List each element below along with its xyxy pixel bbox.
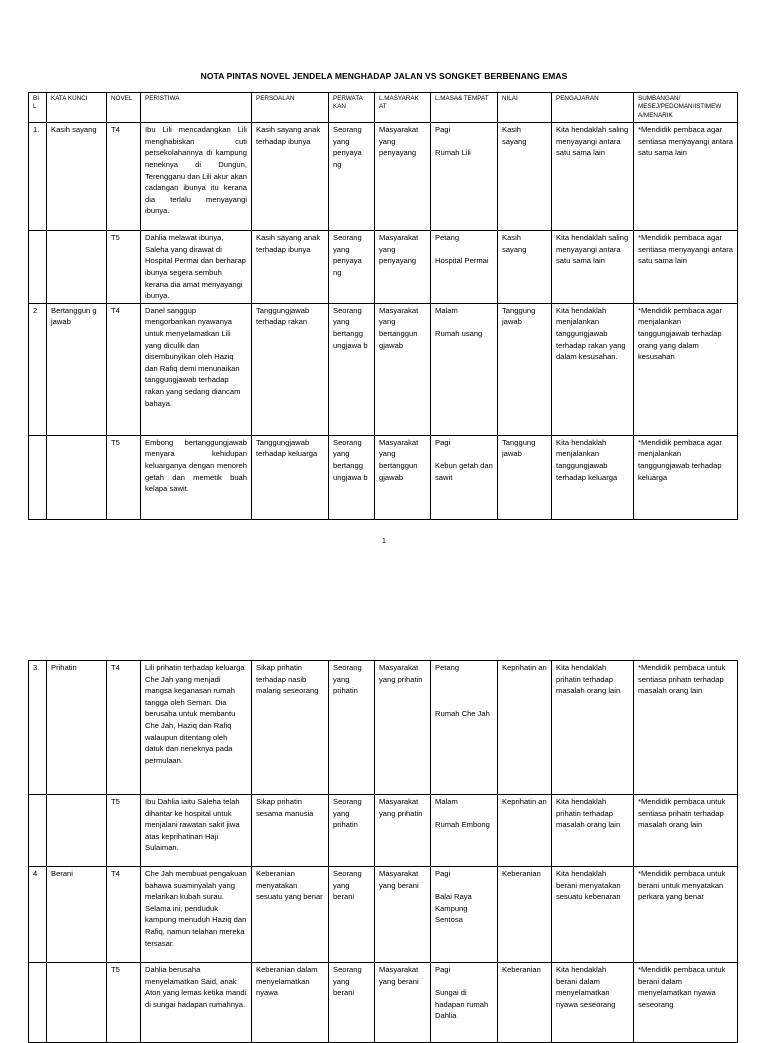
tempat-text: Rumah Embong [435,820,490,830]
novel-cell: T5 [107,963,141,1043]
header-cell: KATA KUNCI [47,93,107,123]
bil-cell [29,231,47,304]
bil-cell: 2 [29,303,47,435]
kata-kunci-cell [47,963,107,1043]
tempat-text: Kebun getah dan sawit [435,460,493,482]
masa-text: Pagi [435,125,451,135]
persoalan-cell: Keberanian dalam menyelamatkan nyawa [252,963,329,1043]
masa-tempat-cell [431,303,498,435]
nilai-cell: Tanggung jawab [498,435,552,519]
masyarakat-cell: Masyarakat yang berani [375,963,431,1043]
sumbangan-cell: *Mendidik pembaca agar menjalankan tanggungjawab terhadap orang yang dalam kesusahan [634,303,738,435]
masyarakat-cell: Masyarakat yang penyayang [375,231,431,304]
header-cell: NILAI [498,93,552,123]
kata-kunci-cell: Berani [47,867,107,963]
peristiwa-cell: Embong bertanggungjawab menyara kehidupan keluarganya dengan menoreh getah dan memetik buah kelapa sawit. [141,435,252,519]
masa-tempat-cell [431,963,498,1043]
masa-tempat-cell [431,661,498,795]
nilai-cell: Keberanian [498,963,552,1043]
peristiwa-cell: Dahlia berusaha menyelamatkan Said, anak Aton yang lemas ketika mandi di sungai hadapan rumahnya. [141,963,252,1043]
header-cell: BIL [29,93,47,123]
persoalan-cell: Sikap prihatin terhadap nasib malang seseorang [252,661,329,795]
page-number: 1 [382,538,386,545]
persoalan-cell: Kasih sayang anak terhadap ibunya [252,123,329,231]
tempat-text: Rumah Lili [435,148,471,158]
table-row [29,661,738,795]
masa-tempat-cell [431,867,498,963]
header-cell: L.MASA& TEMPAT [431,93,498,123]
table-row [29,963,738,1043]
peristiwa-cell: Danel sanggup mengorbankan nyawanya untuk menyelamatkan Lili yang diculik dan disembunyikan oleh Haziq dan Rafiq demi menunaikan tanggungjawab terhadap rakan yang sedang diancam bahaya. [141,303,252,435]
perwatakan-cell: Seorang yang bertangg ungjawa b [329,303,375,435]
sumbangan-cell: *Mendidik pembaca agar menjalankan tanggungjawab terhadap keluarga [634,435,738,519]
sumbangan-cell: *Mendidik pembaca agar sentiasa menyayangi antara satu sama lain [634,231,738,304]
perwatakan-cell: Seorang yang prihatin [329,661,375,795]
tempat-text: Sungai di hadapan rumah Dahlia [435,988,489,1021]
table-header-row [29,93,738,123]
pengajaran-cell: Kita hendaklah prihatin terhadap masalah orang lain [552,661,634,795]
table-row [29,303,738,435]
perwatakan-cell: Seorang yang berani [329,963,375,1043]
pengajaran-cell: Kita hendaklah saling menyayangi antara satu sama lain [552,231,634,304]
persoalan-cell: Tanggungjawab terhadap keluarga [252,435,329,519]
bil-cell [29,963,47,1043]
table-row [29,795,738,867]
masa-text: Malam [435,305,458,315]
kata-kunci-cell [47,435,107,519]
header-cell: PENGAJARAN [552,93,634,123]
bil-cell: 4 [29,867,47,963]
persoalan-cell: Tanggungjawab terhadap rakan [252,303,329,435]
masa-tempat-cell [431,231,498,304]
sumbangan-cell: *Mendidik pembaca untuk berani dalam menyelamatkan nyawa seseorang [634,963,738,1043]
masa-tempat-cell [431,123,498,231]
persoalan-cell: Keberanian menyatakan sesuatu yang benar [252,867,329,963]
kata-kunci-cell [47,795,107,867]
notes-table-page-1 [28,92,738,520]
kata-kunci-cell [47,231,107,304]
peristiwa-cell: Ibu Dahlia iaitu Saleha telah dihantar ke hospital untuk menjalani rawatan sakit jiwa atas keprihatinan Haji Sulaiman. [141,795,252,867]
bil-cell: 3. [29,661,47,795]
masyarakat-cell: Masyarakat yang prihatin [375,795,431,867]
masa-text: Pagi [435,437,451,447]
masa-text: Petang [435,233,460,243]
perwatakan-cell: Seorang yang bertangg ungjawa b [329,435,375,519]
table-row [29,435,738,519]
sumbangan-cell: *Mendidik pembaca untuk sentiasa prihatn terhadap masalah orang lain [634,795,738,867]
kata-kunci-cell: Kasih sayang [47,123,107,231]
pengajaran-cell: Kita hendaklah menjalankan tanggungjawab terhadap keluarga [552,435,634,519]
novel-cell: T5 [107,231,141,304]
peristiwa-cell: Che Jah membuat pengakuan bahawa suaminyalah yang melarikan kubah surau. Selama ini, penduduk kampung menuduh Haziq dan Rafiq, namun telahan mereka tersasar. [141,867,252,963]
masyarakat-cell: Masyarakat yang penyayang [375,123,431,231]
perwatakan-cell: Seorang yang prihatin [329,795,375,867]
pengajaran-cell: Kita hendaklah prihatin terhadap masalah orang lain [552,795,634,867]
sumbangan-cell: *Mendidik pembaca untuk berani untuk menyatakan perkara yang benar [634,867,738,963]
bil-cell [29,435,47,519]
nilai-cell: Keprihatin an [498,795,552,867]
masyarakat-cell: Masyarakat yang bertanggun gjawab [375,435,431,519]
nilai-cell: Kasih sayang [498,231,552,304]
notes-table-page-2 [28,660,738,1043]
nilai-cell: Kasih sayang [498,123,552,231]
document-title: NOTA PINTAS NOVEL JENDELA MENGHADAP JALAN VS SONGKET BERBENANG EMAS [200,71,568,81]
perwatakan-cell: Seorang yang berani [329,867,375,963]
tempat-text: Rumah Che Jah [435,708,490,718]
masa-tempat-cell [431,795,498,867]
peristiwa-cell: Lili prihatin terhadap keluarga Che Jah yang menjadi mangsa keganasan rumah tangga oleh Seman. Dia berusaha untuk membantu Che Jah, Haziq dan Rafiq walaupun ditentang oleh datuk dan neneknya pada permulaan. [141,661,252,795]
novel-cell: T5 [107,795,141,867]
sumbangan-cell: *Mendidik pembaca untuk sentiasa prihatn terhadap masalah orang lain [634,661,738,795]
perwatakan-cell: Seorang yang penyaya ng [329,231,375,304]
masa-text: Pagi [435,869,451,878]
header-cell: NOVEL [107,93,141,123]
masa-text: Petang [435,663,460,672]
bil-cell: 1. [29,123,47,231]
masa-text: Malam [435,797,458,806]
masa-tempat-cell [431,435,498,519]
pengajaran-cell: Kita hendaklah saling menyayangi antara satu sama lain [552,123,634,231]
novel-cell: T5 [107,435,141,519]
masyarakat-cell: Masyarakat yang prihatin [375,661,431,795]
table-row [29,123,738,231]
pengajaran-cell: Kita hendaklah berani menyatakan sesuatu kebenaran [552,867,634,963]
nilai-cell: Keprihatin an [498,661,552,795]
pengajaran-cell: Kita hendaklah berani dalam menyelamatkan nyawa seseorang [552,963,634,1043]
masyarakat-cell: Masyarakat yang bertanggun gjawab [375,303,431,435]
kata-kunci-cell: Prihatin [47,661,107,795]
novel-cell: T4 [107,123,141,231]
novel-cell: T4 [107,867,141,963]
kata-kunci-cell: Bertanggun g jawab [47,303,107,435]
persoalan-cell: Kasih sayang anak terhadap ibunya [252,231,329,304]
novel-cell: T4 [107,661,141,795]
header-cell: L.MASYARAK AT [375,93,431,123]
novel-cell: T4 [107,303,141,435]
sumbangan-cell: *Mendidik pembaca agar sentiasa menyayangi antara satu sama lain [634,123,738,231]
table-row [29,867,738,963]
bil-cell [29,795,47,867]
masa-text: Pagi [435,965,451,974]
peristiwa-cell: Dahlia melawat ibunya, Saleha yang dirawat di Hospital Permai dan berharap ibunya segera sembuh kerana dia amat menyayangi ibunya. [141,231,252,304]
table-row [29,231,738,304]
nilai-cell: Keberanian [498,867,552,963]
nilai-cell: Tanggung jawab [498,303,552,435]
tempat-text: Hospital Permai [435,256,489,266]
tempat-text: Balai Raya Kampung Sentosa [435,892,472,925]
header-cell: SUMBANGAN/ MESEJ/PEDOMAN/ISTIMEW A/MENARIK [634,93,738,123]
tempat-text: Rumah usang [435,328,483,338]
persoalan-cell: Sikap prihatin sesama manusia [252,795,329,867]
header-cell: PERWATA KAN [329,93,375,123]
masyarakat-cell: Masyarakat yang berani [375,867,431,963]
header-cell: PERISTIWA [141,93,252,123]
peristiwa-cell: Ibu Lili mencadangkan Lili menghabiskan cuti persekolahannya di kampung neneknya di Dungun, Terengganu dan Lili akur akan cadangan ibunya itu kerana dia terlalu menyayangi ibunya. [141,123,252,231]
pengajaran-cell: Kita hendaklah menjalankan tanggungjawab terhadap rakan yang dalam kesusahan. [552,303,634,435]
perwatakan-cell: Seorang yang penyaya ng [329,123,375,231]
header-cell: PERSOALAN [252,93,329,123]
